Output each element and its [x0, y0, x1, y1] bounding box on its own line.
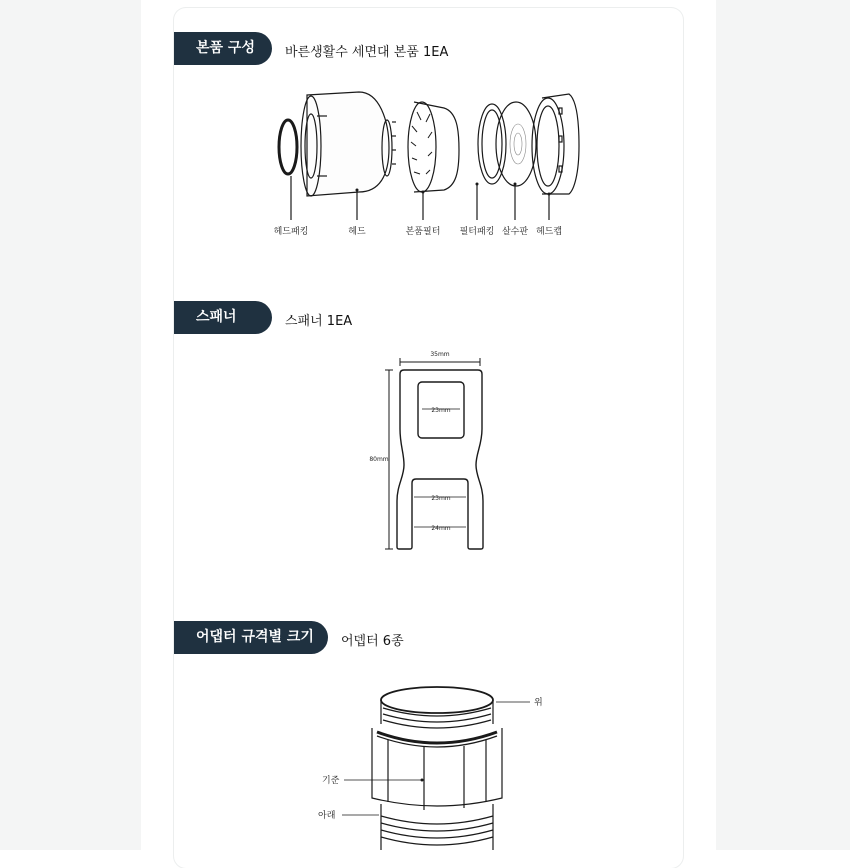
part-label-head: 헤드: [348, 227, 366, 237]
section-tag-main-components: 본품 구성: [174, 32, 272, 65]
section-subtitle-main-components: 바른생활수 세면대 본품 1EA: [285, 45, 449, 60]
section-subtitle-adapter-sizes: 어뎁터 6종: [341, 634, 404, 649]
part-label-filter-packing: 필터패킹: [459, 227, 495, 237]
part-label-head-packing: 헤드패킹: [273, 227, 309, 237]
spanner-bottom-slot-label: 24mm: [431, 525, 451, 532]
section-tag-adapter-sizes: 어댑터 규격별 크기: [174, 621, 328, 654]
adapter-label-bottom: 아래: [318, 811, 336, 821]
exploded-parts-diagram: [174, 80, 683, 250]
right-gutter: [716, 0, 850, 850]
part-label-head-cap: 헤드캡: [535, 227, 563, 237]
spanner-top-hole-label: 23mm: [431, 407, 451, 414]
left-gutter: [0, 0, 141, 850]
spanner-width-label: 35mm: [430, 351, 450, 358]
adapter-label-base: 기준: [322, 776, 340, 786]
part-label-spray-plate: 살수판: [501, 227, 529, 237]
spanner-height-label: 80mm: [369, 456, 389, 463]
adapter-label-top: 위: [534, 698, 543, 708]
part-label-main-filter: 본품필터: [405, 227, 441, 237]
adapter-diagram: [174, 680, 683, 850]
spanner-mid-slot-label: 23mm: [431, 495, 451, 502]
section-subtitle-spanner: 스패너 1EA: [285, 314, 353, 329]
spanner-dimension-diagram: [174, 345, 683, 560]
section-tag-spanner: 스패너: [174, 301, 272, 334]
